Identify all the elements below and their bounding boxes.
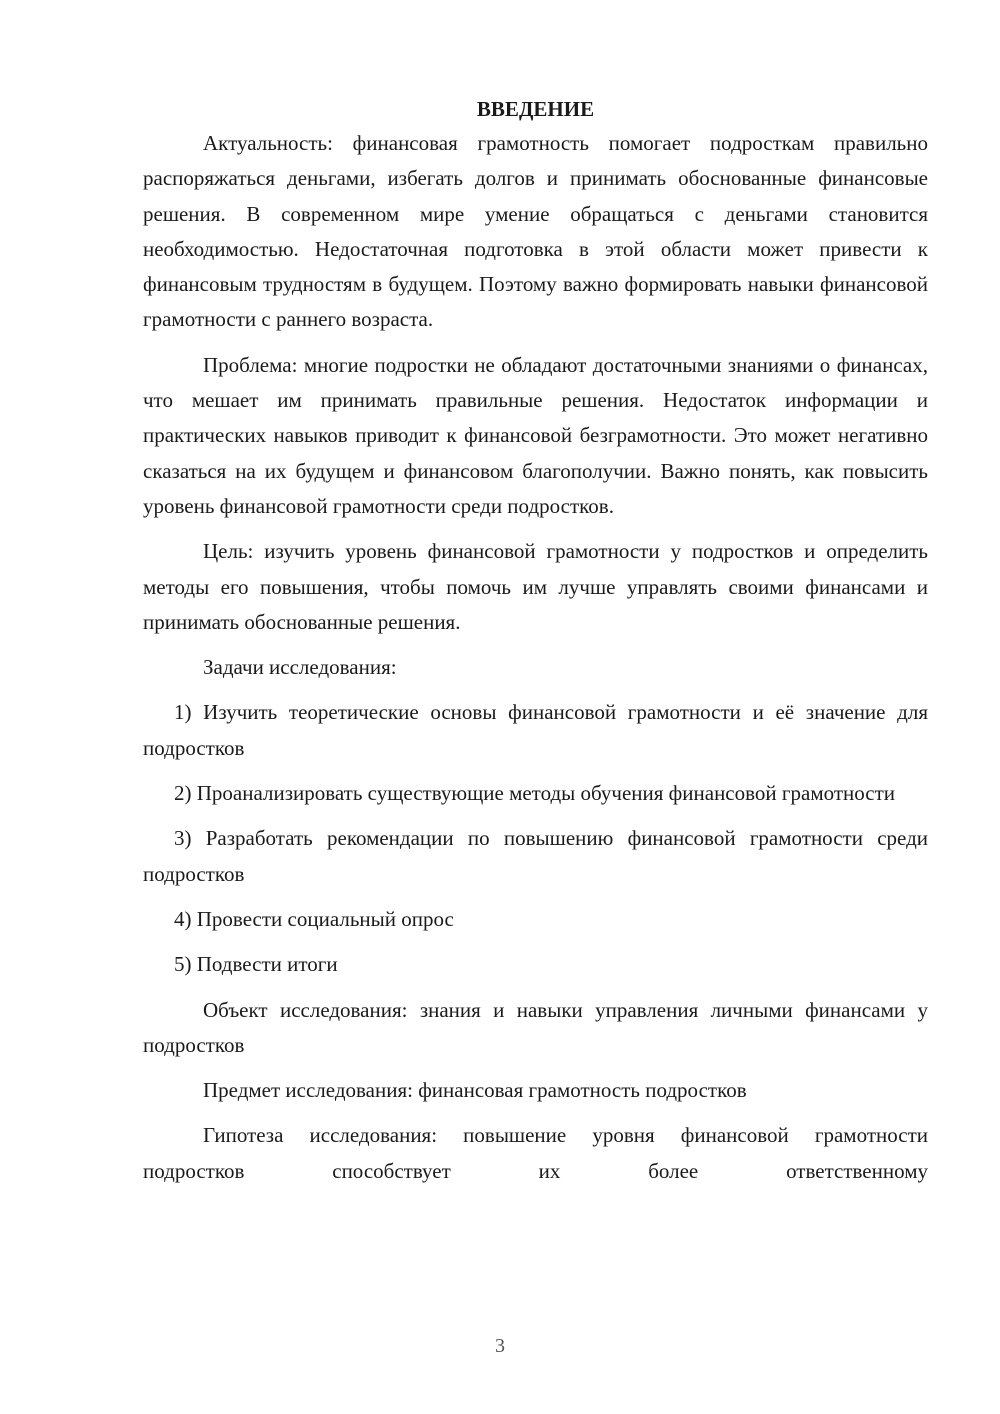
list-item: 3) Разработать рекомендации по повышению финансовой грамотности среди подростков	[143, 826, 928, 886]
paragraph-problem: Проблема: многие подростки не обладают достаточными знаниями о финансах, что мешает им принимать правильные решения. Недостаток информации и практических навыков приводит к финансовой безграмотности. Это может негативно сказаться на их будущем и финансовом благополучии. Важно понять, как повысить уровень финансовой грамотности среди подростков.	[143, 352, 928, 518]
section-title: ВВЕДЕНИЕ	[476, 97, 595, 121]
tasks-heading: Задачи исследования:	[203, 655, 397, 680]
paragraph-object: Объект исследования: знания и навыки управления личными финансами у подростков	[143, 997, 928, 1057]
paragraph-hypothesis: Гипотеза исследования: повышение уровня финансовой грамотности подростков способствует их более ответственному	[143, 1123, 928, 1183]
paragraph-subject: Предмет исследования: финансовая грамотность подростков	[203, 1078, 747, 1103]
list-item: 2) Проанализировать существующие методы обучения финансовой грамотности	[174, 781, 896, 806]
list-item: 4) Провести социальный опрос	[174, 906, 454, 931]
list-item: 5) Подвести итоги	[174, 952, 338, 977]
page-number: 3	[495, 1335, 505, 1357]
paragraph-goal: Цель: изучить уровень финансовой грамотности у подростков и определить методы его повышения, чтобы помочь им лучше управлять своими финансами и принимать обоснованные решения.	[143, 539, 928, 634]
list-item: 1) Изучить теоретические основы финансовой грамотности и её значение для подростков	[143, 700, 928, 760]
document-page	[143, 92, 928, 1199]
paragraph-relevance: Актуальность: финансовая грамотность помогает подросткам правильно распоряжаться деньгами, избегать долгов и принимать обоснованные финансовые решения. В современном мире умение обращаться с деньгами становится необходимостью. Недостаточная подготовка в этой области может привести к финансовым трудностям в будущем. Поэтому важно формировать навыки финансовой грамотности с раннего возраста.	[143, 131, 928, 332]
